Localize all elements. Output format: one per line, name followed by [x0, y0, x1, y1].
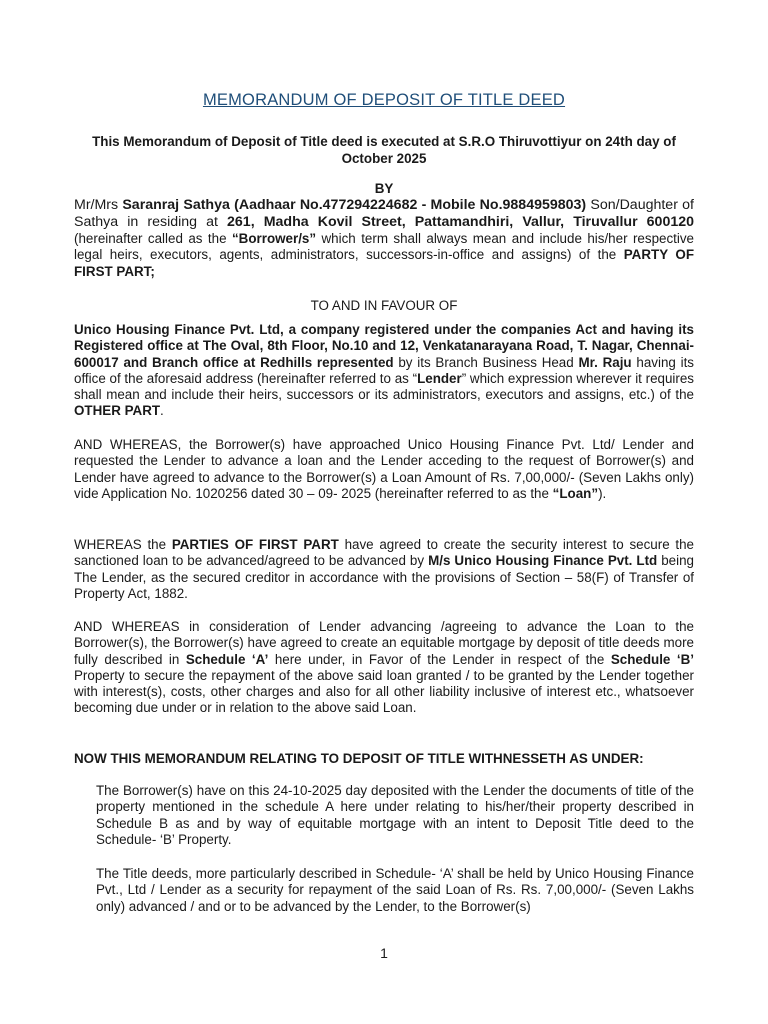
first-parties-label: PARTIES OF FIRST PART [171, 537, 339, 552]
by-text: BY [374, 181, 394, 196]
lender-represented: by its Branch Business Head [393, 354, 579, 370]
execution-statement [74, 133, 694, 167]
lender-end: . [160, 403, 164, 419]
security-start: WHEREAS the [74, 537, 172, 552]
security-middle: have agreed to create the security interest to secure the sanctioned loan to be advanced/agreed to be advanced by [74, 537, 695, 569]
schedule-b-label: Schedule ‘B’ [610, 651, 694, 667]
loan-text: AND WHEREAS, the Borrower(s) have approached Unico Housing Finance Pvt. Ltd/ Lender and requested the Lender to advance a loan and the Lender acceding to the request of Borrower(s) and Lender have agreed to advance to the Borrower(s) a Loan Amount of Rs. 7,00,000/- (Seven Lakhs only) vide Application No. 1020256 dated 30 – 09- 2025 (hereinafter referred to as the [74, 437, 694, 501]
in-favour-heading: TO AND IN FAVOUR OF [310, 298, 458, 313]
lender-head-name: Mr. Raju [578, 354, 632, 370]
loan-end: ). [598, 485, 607, 501]
lender-definition: ” which expression wherever it requires shall mean and include their heirs, successors or its administrators, executors and assigns, etc.) of the [74, 370, 695, 403]
borrower-term: “Borrower/s” [231, 230, 317, 246]
mortgage-paragraph [74, 619, 694, 717]
mortgage-end: Property to secure the repayment of the above said loan granted / to be granted by the Lender together with interest(s), costs, other charges and also for all other liability inclusive of interest etc., whatsoever becoming due under or in relation to the above said Loan. [74, 667, 694, 716]
loan-term: “Loan” [552, 485, 599, 501]
by-label [0, 181, 768, 196]
document-title: MEMORANDUM OF DEPOSIT OF TITLE DEED [202, 91, 566, 109]
borrower-prefix: Mr/Mrs [74, 197, 123, 213]
execution-statement-text: This Memorandum of Deposit of Title deed is executed at S.R.O Thiruvottiyur on 24th day of October 2025 [92, 134, 676, 166]
unico-name: M/s Unico Housing Finance Pvt. Ltd [428, 553, 658, 569]
clause-2: The Title deeds, more particularly described in Schedule- ‘A’ shall be held by Unico Housing Finance Pvt., Ltd / Lender as a security for repayment of the said Loan of Rs. Rs. 7,00,000/- (Seven Lakhs only) advanced / and or to be advanced by the Lender, to the Borrower(s) [96, 866, 694, 914]
schedule-a-label: Schedule ‘A’ [185, 651, 269, 667]
borrower-definition: which term shall always mean and include his/her respective legal heirs, executors, agents, administrators, successors-in-office and assigns) of the [74, 230, 694, 263]
borrower-name: Saranraj Sathya (Aadhaar No.477294224682 - Mobile No.9884959803) [122, 197, 587, 213]
other-part-label: OTHER PART [74, 403, 161, 419]
security-paragraph [74, 537, 694, 602]
loan-paragraph [74, 437, 694, 502]
lender-term: Lender [417, 370, 462, 386]
lender-company: Unico Housing Finance Pvt. Ltd, a company registered under the companies Act and having its Registered office at The Oval, 8th Floor, No.10 and 12, Venkatanarayana Road, T. Nagar, Chennai-600017 and Branch office at Redhills represented [74, 322, 694, 370]
borrower-definition-start: (hereinafter called as the [74, 230, 232, 246]
first-party-label: PARTY OF FIRST PART; [74, 247, 695, 280]
lender-paragraph [74, 322, 694, 420]
clause-1: The Borrower(s) have on this 24-10-2025 day deposited with the Lender the documents of title of the property mentioned in the schedule A here under relating to his/her/their property described in Schedule B as and by way of equitable mortgage with an intent to Deposit Title deed to the Schedule- ‘B’ Property. [96, 783, 694, 847]
mortgage-middle: here under, in Favor of the Lender in respect of the [268, 651, 611, 667]
mortgage-start: AND WHEREAS in consideration of Lender advancing /agreeing to advance the Loan to the Borrower(s), the Borrower(s) have agreed to create an equitable mortgage by deposit of title deeds more fully described in [74, 619, 694, 667]
witnesseth-text: NOW THIS MEMORANDUM RELATING TO DEPOSIT OF TITLE WITHNESSETH AS UNDER: [74, 751, 644, 766]
borrower-address: 261, Madha Kovil Street, Pattamandhiri, Vallur, Tiruvallur 600120 [227, 213, 695, 230]
witnesseth-heading [74, 751, 714, 766]
borrower-relation: Son/Daughter of Sathya in residing at [74, 197, 694, 230]
security-end: being The Lender, as the secured creditor in accordance with the provisions of Section – 58(F) of Transfer of Property Act, 1882. [74, 553, 694, 601]
page-number: 1 [380, 945, 388, 961]
borrower-paragraph [74, 197, 694, 281]
lender-office: having its office of the aforesaid address (hereinafter referred to as “ [74, 354, 695, 386]
